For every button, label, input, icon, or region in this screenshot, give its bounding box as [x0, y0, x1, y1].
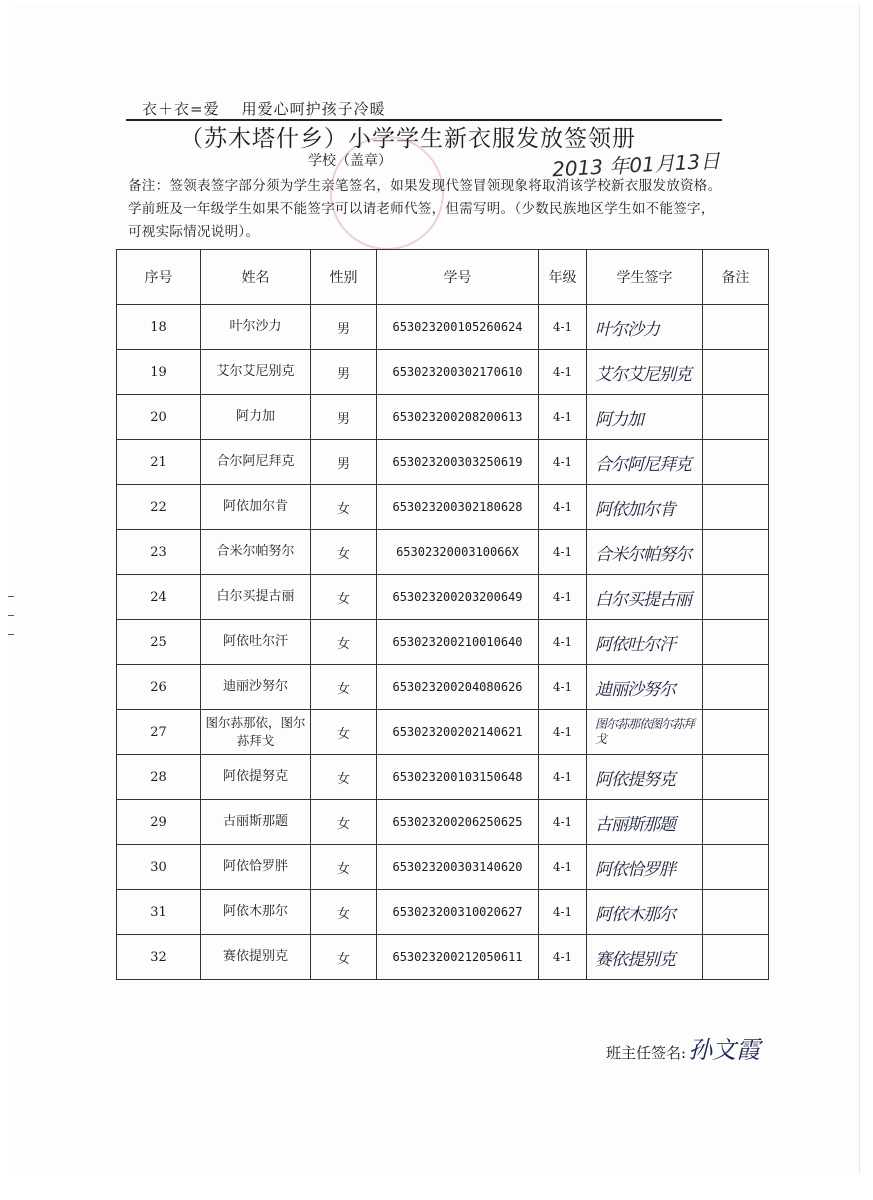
teacher-signature-label: 班主任签名: [606, 1044, 687, 1062]
cell-remark [703, 620, 769, 665]
cell-gender: 女 [311, 710, 377, 755]
cell-grade: 4-1 [539, 755, 587, 800]
col-header-signature: 学生签字 [587, 250, 703, 305]
cell-student-id: 653023200303250619 [377, 440, 539, 485]
cell-no: 19 [117, 350, 201, 395]
cell-student-id: 6530232000310066X [377, 530, 539, 575]
cell-no: 32 [117, 935, 201, 980]
cell-grade: 4-1 [539, 665, 587, 710]
table-row [117, 755, 769, 800]
cell-no: 25 [117, 620, 201, 665]
slogan-header [142, 98, 386, 119]
cell-signature: 合尔阿尼拜克 [587, 440, 703, 485]
cell-grade: 4-1 [539, 530, 587, 575]
cell-no: 28 [117, 755, 201, 800]
cell-grade: 4-1 [539, 845, 587, 890]
cell-no: 27 [117, 710, 201, 755]
cell-name: 图尔荪那依，图尔荪拜戈 [201, 710, 311, 755]
cell-grade: 4-1 [539, 395, 587, 440]
cell-student-id: 653023200212050611 [377, 935, 539, 980]
cell-signature: 赛依提别克 [587, 935, 703, 980]
cell-grade: 4-1 [539, 620, 587, 665]
col-header-remark: 备注 [703, 250, 769, 305]
cell-remark [703, 395, 769, 440]
cell-name: 合米尔帕努尔 [201, 530, 311, 575]
cell-student-id: 653023200208200613 [377, 395, 539, 440]
cell-signature: 白尔买提古丽 [587, 575, 703, 620]
cell-signature: 迪丽沙努尔 [587, 665, 703, 710]
cell-gender: 男 [311, 395, 377, 440]
cell-grade: 4-1 [539, 890, 587, 935]
table-row [117, 935, 769, 980]
cell-signature: 艾尔艾尼别克 [587, 350, 703, 395]
cell-student-id: 653023200204080626 [377, 665, 539, 710]
table-row [117, 395, 769, 440]
cell-name: 阿依提努克 [201, 755, 311, 800]
cell-no: 23 [117, 530, 201, 575]
cell-student-id: 653023200105260624 [377, 305, 539, 350]
cell-gender: 女 [311, 665, 377, 710]
cell-student-id: 653023200210010640 [377, 620, 539, 665]
slogan-right: 用爱心呵护孩子冷暖 [241, 100, 386, 118]
cell-remark [703, 800, 769, 845]
school-seal-label: 学校（盖章） [308, 153, 392, 169]
cell-grade: 4-1 [539, 305, 587, 350]
cell-student-id: 653023200302170610 [377, 350, 539, 395]
cell-grade: 4-1 [539, 935, 587, 980]
cell-remark [703, 935, 769, 980]
table-row [117, 665, 769, 710]
cell-grade: 4-1 [539, 440, 587, 485]
margin-mark [8, 596, 14, 597]
cell-remark [703, 530, 769, 575]
cell-gender: 女 [311, 575, 377, 620]
col-header-no: 序号 [117, 250, 201, 305]
cell-name: 阿依木那尔 [201, 890, 311, 935]
table-row [117, 350, 769, 395]
cell-name: 合尔阿尼拜克 [201, 440, 311, 485]
note-paragraph: 备注：签领表签字部分须为学生亲笔签名，如果发现代签冒领现象将取消该学校新衣服发放资格。学前班及一年级学生如果不能签字可以请老师代签，但需写明。（少数民族地区学生如不能签字，可视实际情况说明）。 [128, 178, 722, 240]
table-header-row [117, 250, 769, 305]
table-row [117, 440, 769, 485]
table-row [117, 485, 769, 530]
cell-student-id: 653023200203200649 [377, 575, 539, 620]
cell-signature: 阿依恰罗胖 [587, 845, 703, 890]
cell-remark [703, 710, 769, 755]
cell-name: 阿依加尔肯 [201, 485, 311, 530]
cell-student-id: 653023200202140621 [377, 710, 539, 755]
cell-gender: 男 [311, 305, 377, 350]
cell-remark [703, 665, 769, 710]
teacher-signature: 孙文霞 [688, 1036, 761, 1064]
cell-signature: 阿依提努克 [587, 755, 703, 800]
margin-mark [8, 634, 14, 635]
table-row [117, 530, 769, 575]
cell-remark [703, 575, 769, 620]
cell-gender: 男 [311, 440, 377, 485]
table-row [117, 890, 769, 935]
cell-gender: 女 [311, 935, 377, 980]
cell-signature: 阿依木那尔 [587, 890, 703, 935]
cell-remark [703, 755, 769, 800]
cell-no: 20 [117, 395, 201, 440]
cell-signature: 合米尔帕努尔 [587, 530, 703, 575]
cell-name: 白尔买提古丽 [201, 575, 311, 620]
table-row [117, 575, 769, 620]
cell-student-id: 653023200302180628 [377, 485, 539, 530]
handwritten-date: 2013 年01月13日 [551, 148, 721, 182]
cell-name: 阿力加 [201, 395, 311, 440]
cell-gender: 女 [311, 485, 377, 530]
cell-grade: 4-1 [539, 575, 587, 620]
cell-name: 叶尔沙力 [201, 305, 311, 350]
cell-gender: 女 [311, 800, 377, 845]
cell-no: 21 [117, 440, 201, 485]
cell-signature: 叶尔沙力 [587, 305, 703, 350]
document-title: （苏木塔什乡）小学学生新衣服发放签领册 [180, 126, 636, 152]
col-header-name: 姓名 [201, 250, 311, 305]
cell-gender: 女 [311, 755, 377, 800]
cell-grade: 4-1 [539, 350, 587, 395]
cell-student-id: 653023200310020627 [377, 890, 539, 935]
cell-no: 18 [117, 305, 201, 350]
cell-signature: 阿依加尔肯 [587, 485, 703, 530]
cell-student-id: 653023200103150648 [377, 755, 539, 800]
margin-mark [8, 615, 14, 616]
cell-name: 赛依提别克 [201, 935, 311, 980]
cell-no: 31 [117, 890, 201, 935]
cell-signature: 图尔荪那依图尔荪拜戈 [587, 710, 703, 755]
cell-signature: 阿依吐尔汗 [587, 620, 703, 665]
cell-no: 30 [117, 845, 201, 890]
cell-no: 22 [117, 485, 201, 530]
table-row [117, 800, 769, 845]
teacher-signature-block [606, 1030, 760, 1065]
cell-gender: 女 [311, 845, 377, 890]
col-header-id: 学号 [377, 250, 539, 305]
sign-off-table [116, 249, 769, 980]
cell-grade: 4-1 [539, 485, 587, 530]
cell-gender: 女 [311, 620, 377, 665]
cell-gender: 女 [311, 890, 377, 935]
cell-remark [703, 440, 769, 485]
table-row [117, 710, 769, 755]
cell-no: 29 [117, 800, 201, 845]
cell-remark [703, 305, 769, 350]
cell-grade: 4-1 [539, 710, 587, 755]
cell-student-id: 653023200206250625 [377, 800, 539, 845]
cell-signature: 古丽斯那题 [587, 800, 703, 845]
cell-name: 迪丽沙努尔 [201, 665, 311, 710]
cell-name: 艾尔艾尼别克 [201, 350, 311, 395]
cell-remark [703, 485, 769, 530]
cell-name: 古丽斯那题 [201, 800, 311, 845]
col-header-grade: 年级 [539, 250, 587, 305]
table-row [117, 305, 769, 350]
cell-no: 24 [117, 575, 201, 620]
table-row [117, 620, 769, 665]
cell-gender: 男 [311, 350, 377, 395]
cell-name: 阿依吐尔汗 [201, 620, 311, 665]
cell-gender: 女 [311, 530, 377, 575]
table-row [117, 845, 769, 890]
cell-remark [703, 845, 769, 890]
cell-grade: 4-1 [539, 800, 587, 845]
cell-student-id: 653023200303140620 [377, 845, 539, 890]
col-header-gender: 性别 [311, 250, 377, 305]
slogan-left: 衣＋衣=爱 [142, 100, 220, 118]
cell-remark [703, 890, 769, 935]
cell-no: 26 [117, 665, 201, 710]
cell-name: 阿依恰罗胖 [201, 845, 311, 890]
cell-remark [703, 350, 769, 395]
cell-signature: 阿力加 [587, 395, 703, 440]
